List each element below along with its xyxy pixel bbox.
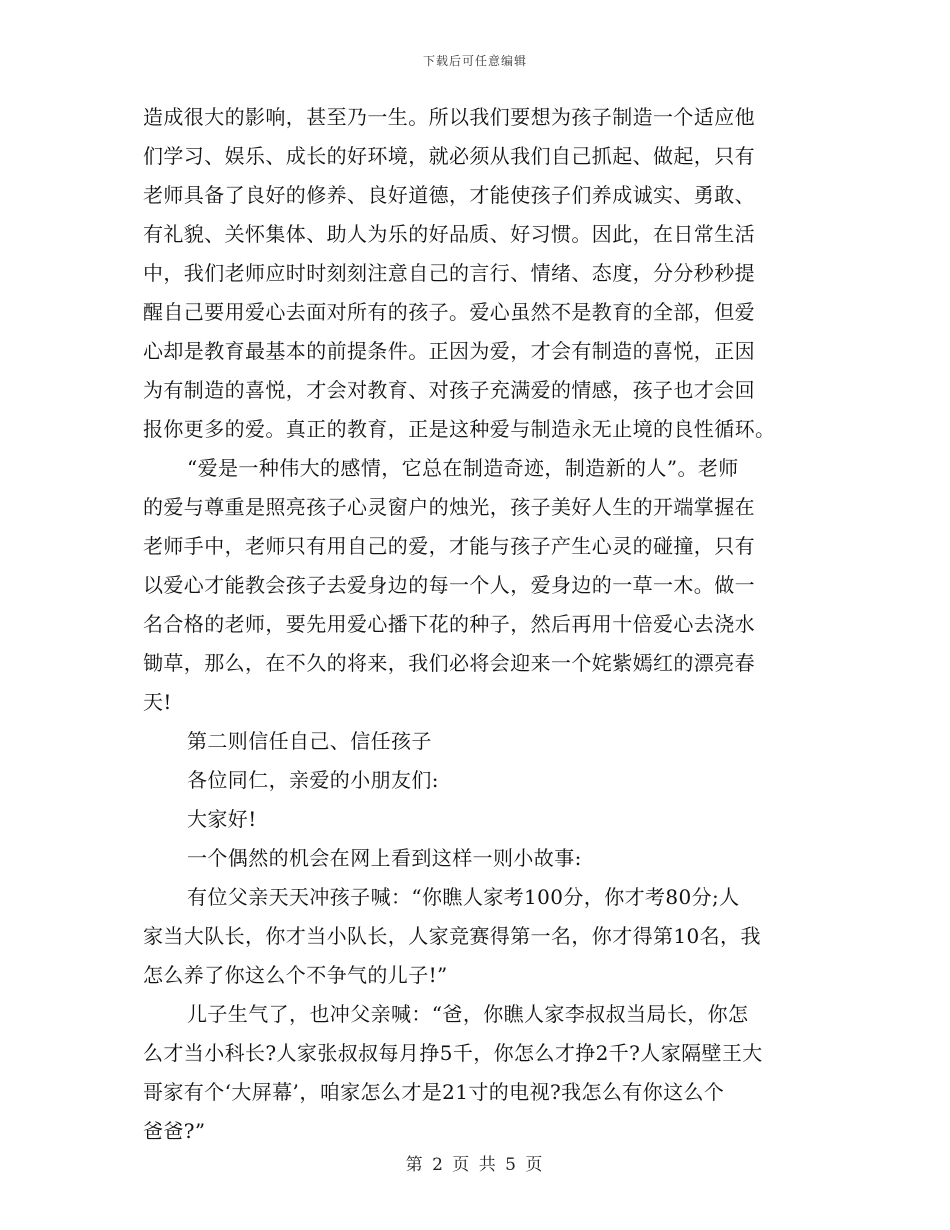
paragraph-start-line: 有位父亲天天冲孩子喊：“你瞧人家考100分，你才考80分;人: [187, 885, 740, 909]
body-line: 中，我们老师应时时刻刻注意自己的言行、情绪、态度，分分秒秒提: [143, 261, 755, 285]
paragraph-start-line: “爱是一种伟大的感情，它总在制造奇迹，制造新的人”。老师: [187, 456, 739, 480]
body-line: 老师具备了良好的修养、良好道德，才能使孩子们养成诚实、勇敢、: [143, 183, 755, 207]
body-line: 的爱与尊重是照亮孩子心灵窗户的烛光，孩子美好人生的开端掌握在: [143, 495, 755, 519]
body-line: 醒自己要用爱心去面对所有的孩子。爱心虽然不是教育的全部，但爱: [143, 300, 755, 324]
body-line: 造成很大的影响，甚至乃一生。所以我们要想为孩子制造一个适应他: [143, 105, 755, 129]
body-line: 锄草，那么，在不久的将来，我们必将会迎来一个姹紫嫣红的漂亮春: [143, 651, 755, 675]
greeting: 大家好!: [187, 807, 257, 831]
body-line: 心却是教育最基本的前提条件。正因为爱，才会有制造的喜悦，正因: [143, 339, 755, 363]
body-line: 爸爸?”: [143, 1119, 206, 1143]
page-header-note: 下载后可任意编辑: [422, 54, 527, 68]
body-line: 为有制造的喜悦，才会对教育、对孩子充满爱的情感，孩子也才会回: [143, 378, 755, 402]
body-line: 以爱心才能教会孩子去爱身边的每一个人，爱身边的一草一木。做一: [143, 573, 755, 597]
body-line: 天!: [143, 690, 172, 714]
body-line: 哥家有个‘大屏幕’，咱家怎么才是21寸的电视?我怎么有你这么个: [143, 1080, 725, 1104]
page-number: 第 2 页 共 5 页: [405, 1155, 545, 1175]
paragraph-start-line: 一个偶然的机会在网上看到这样一则小故事:: [187, 846, 582, 870]
body-line: 家当大队长，你才当小队长，人家竞赛得第一名，你才得第10名，我: [143, 924, 761, 948]
document-body: [143, 98, 815, 1151]
salutation: 各位同仁，亲爱的小朋友们:: [187, 768, 439, 792]
body-line: 么才当小科长?人家张叔叔每月挣5千，你怎么才挣2千?人家隔壁王大: [143, 1041, 763, 1065]
body-line: 怎么养了你这么个不争气的儿子!”: [143, 963, 448, 987]
body-line: 们学习、娱乐、成长的好环境，就必须从我们自己抓起、做起，只有: [143, 144, 755, 168]
body-line: 报你更多的爱。真正的教育，正是这种爱与制造永无止境的良性循环。: [143, 417, 776, 441]
section-title: 第二则信任自己、信任孩子: [187, 729, 432, 753]
body-line: 名合格的老师，要先用爱心播下花的种子，然后再用十倍爱心去浇水: [143, 612, 755, 636]
body-line: 有礼貌、关怀集体、助人为乐的好品质、好习惯。因此，在日常生活: [143, 222, 755, 246]
body-line: 老师手中，老师只有用自己的爱，才能与孩子产生心灵的碰撞，只有: [143, 534, 755, 558]
paragraph-start-line: 儿子生气了，也冲父亲喊：“爸，你瞧人家李叔叔当局长，你怎: [187, 1002, 749, 1026]
